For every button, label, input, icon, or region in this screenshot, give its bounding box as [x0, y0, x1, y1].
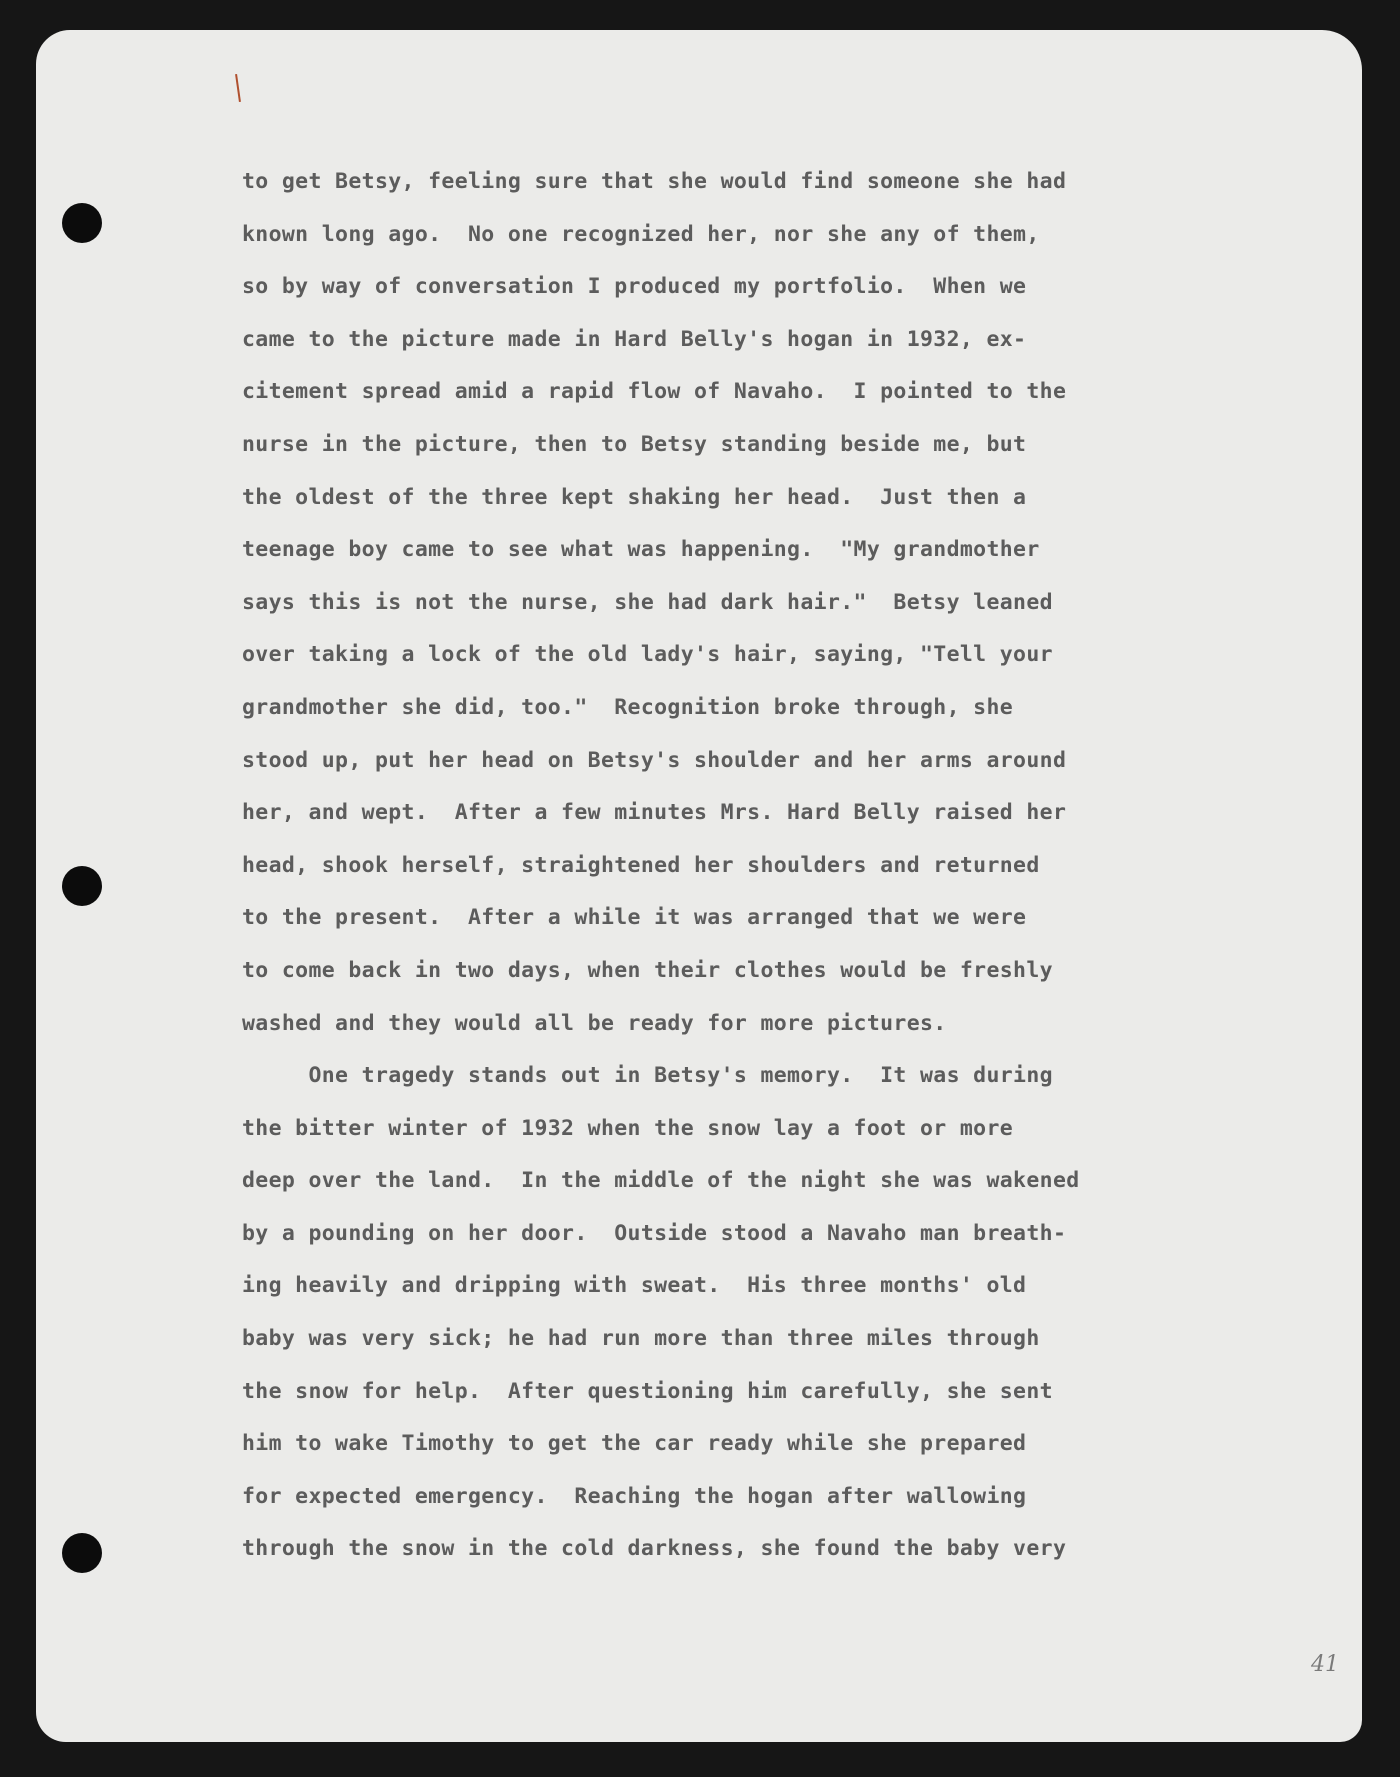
text-line: ing heavily and dripping with sweat. His three months' old: [242, 1273, 1027, 1299]
text-line: to the present. After a while it was arranged that we were: [242, 905, 1027, 931]
punch-hole-middle: [62, 866, 102, 906]
punch-hole-bottom: [62, 1533, 102, 1573]
text-line: teenage boy came to see what was happening. "My grandmother: [242, 537, 1040, 563]
text-line: the snow for help. After questioning him carefully, she sent: [242, 1378, 1053, 1404]
text-line: the oldest of the three kept shaking her head. Just then a: [242, 484, 1027, 510]
text-line: so by way of conversation I produced my portfolio. When we: [242, 274, 1027, 300]
text-line: One tragedy stands out in Betsy's memory. It was during: [242, 1063, 1053, 1089]
typewritten-text: [242, 156, 1292, 1576]
document-page: [36, 30, 1362, 1742]
text-line: by a pounding on her door. Outside stood a Navaho man breath-: [242, 1220, 1067, 1246]
text-line: nurse in the picture, then to Betsy standing beside me, but: [242, 431, 1027, 457]
text-line: her, and wept. After a few minutes Mrs. Hard Belly raised her: [242, 800, 1067, 826]
text-line: for expected emergency. Reaching the hogan after wallowing: [242, 1483, 1027, 1509]
text-line: stood up, put her head on Betsy's shoulder and her arms around: [242, 747, 1067, 773]
text-line: citement spread amid a rapid flow of Navaho. I pointed to the: [242, 379, 1067, 405]
text-line: head, shook herself, straightened her shoulders and returned: [242, 852, 1040, 878]
page-number: 41: [1311, 1652, 1339, 1677]
text-line: baby was very sick; he had run more than three miles through: [242, 1326, 1040, 1352]
text-line: to come back in two days, when their clothes would be freshly: [242, 957, 1053, 983]
text-line: to get Betsy, feeling sure that she would find someone she had: [242, 169, 1067, 194]
text-line: over taking a lock of the old lady's hair, saying, "Tell your: [242, 642, 1053, 668]
text-line: through the snow in the cold darkness, she found the baby very: [242, 1536, 1067, 1562]
text-line: deep over the land. In the middle of the night she was wakened: [242, 1168, 1080, 1194]
text-line: grandmother she did, too." Recognition broke through, she: [242, 694, 1014, 720]
text-line: him to wake Timothy to get the car ready while she prepared: [242, 1431, 1027, 1457]
text-line: came to the picture made in Hard Belly's hogan in 1932, ex-: [242, 326, 1027, 352]
text-line: the bitter winter of 1932 when the snow lay a foot or more: [242, 1115, 1014, 1141]
text-line: washed and they would all be ready for more pictures.: [242, 1010, 947, 1036]
punch-hole-top: [62, 203, 102, 243]
pencil-mark: [235, 74, 241, 102]
text-line: says this is not the nurse, she had dark hair." Betsy leaned: [242, 589, 1053, 615]
text-line: known long ago. No one recognized her, nor she any of them,: [242, 221, 1040, 247]
